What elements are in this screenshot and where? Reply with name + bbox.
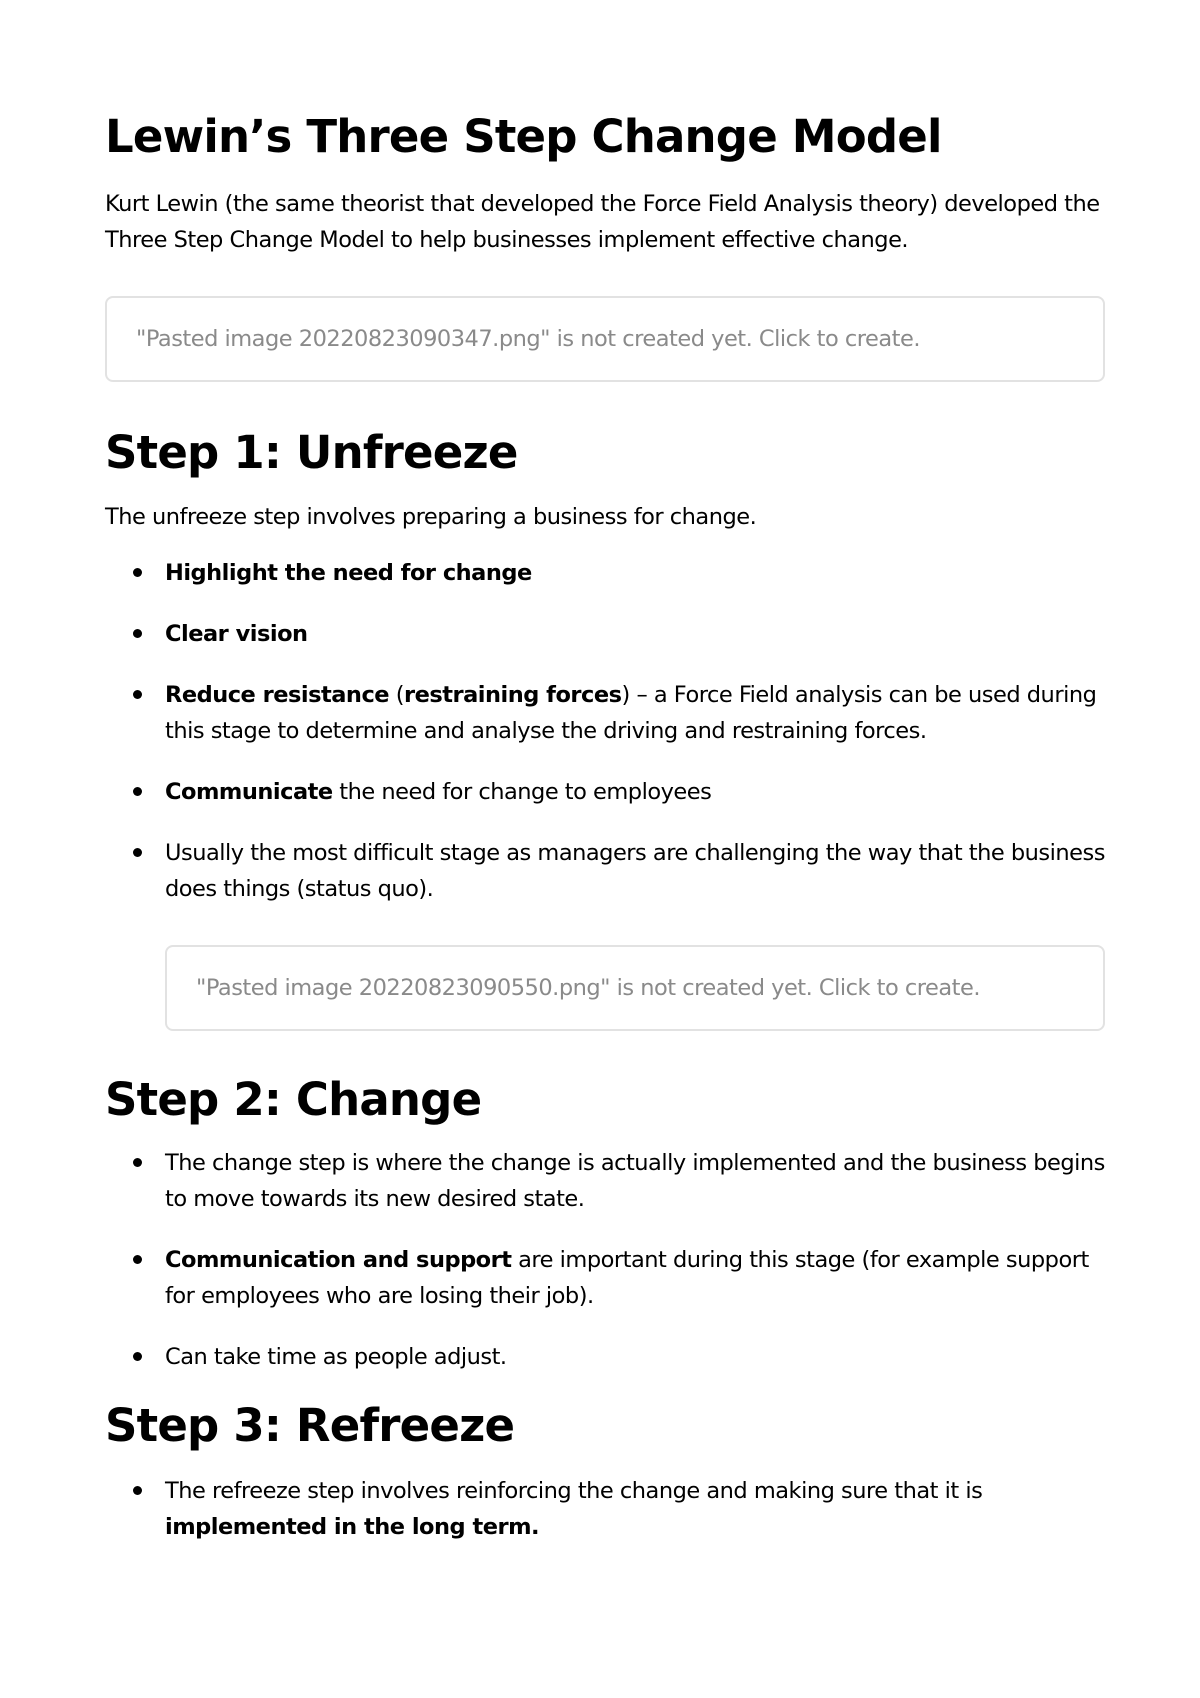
list-item-bold: implemented in the long term.	[165, 1514, 540, 1540]
list-item-bold: Communicate	[165, 779, 333, 805]
step2-heading: Step 2: Change	[105, 1073, 482, 1126]
list-item	[165, 774, 1105, 810]
list-item	[165, 1339, 1105, 1375]
page-title: Lewin’s Three Step Change Model	[105, 110, 942, 163]
list-item	[165, 835, 1105, 1031]
list-item-text: the need for change to employees	[332, 779, 712, 805]
list-item	[165, 1473, 1105, 1545]
bullet-icon	[133, 690, 142, 699]
list-item-bold: restraining forces	[404, 682, 622, 708]
bullet-icon	[133, 1158, 142, 1167]
list-item	[165, 677, 1105, 749]
bullet-icon	[133, 629, 142, 638]
intro-paragraph: Kurt Lewin (the same theorist that developed the Force Field Analysis theory) developed the Three Step Change Model to help businesses implement effective change.	[105, 191, 1100, 253]
bullet-icon	[133, 568, 142, 577]
step1-intro: The unfreeze step involves preparing a business for change.	[105, 504, 757, 530]
bullet-icon	[133, 848, 142, 857]
bullet-icon	[133, 1255, 142, 1264]
step3-heading: Step 3: Refreeze	[105, 1399, 515, 1452]
missing-image-embed[interactable]: "Pasted image 20220823090550.png" is not created yet. Click to create.	[165, 945, 1105, 1031]
list-item	[165, 1145, 1105, 1217]
list-item-text: Usually the most difficult stage as managers are challenging the way that the business does things (status quo).	[165, 840, 1105, 902]
list-item-text: are important during this stage (for example support for employees who are losing their job).	[165, 1247, 1089, 1309]
list-item-text: The refreeze step involves reinforcing the change and making sure that it is	[165, 1478, 983, 1504]
step2-list	[105, 1145, 1105, 1375]
bullet-icon	[133, 1486, 142, 1495]
list-item-text: The change step is where the change is actually implemented and the business begins to move towards its new desired state.	[165, 1150, 1105, 1212]
list-item-text: (	[389, 682, 404, 708]
bullet-icon	[133, 1352, 142, 1361]
list-item	[165, 555, 1105, 591]
list-item-bold: Highlight the need for change	[165, 560, 532, 586]
list-item-bold: Reduce resistance	[165, 682, 390, 708]
step3-list	[105, 1473, 1105, 1545]
list-item-bold: Clear vision	[165, 621, 308, 647]
bullet-icon	[133, 787, 142, 796]
list-item-text: ) – a Force Field analysis can be used during this stage to determine and analyse the driving and restraining forces.	[165, 682, 1097, 744]
missing-image-embed[interactable]: "Pasted image 20220823090347.png" is not created yet. Click to create.	[105, 296, 1105, 382]
list-item	[165, 616, 1105, 652]
list-item-bold: Communication and support	[165, 1247, 512, 1273]
step1-list	[105, 555, 1105, 1031]
list-item	[165, 1242, 1105, 1314]
document	[105, 100, 1105, 1545]
list-item-text: Can take time as people adjust.	[165, 1344, 507, 1370]
step1-heading: Step 1: Unfreeze	[105, 426, 518, 479]
